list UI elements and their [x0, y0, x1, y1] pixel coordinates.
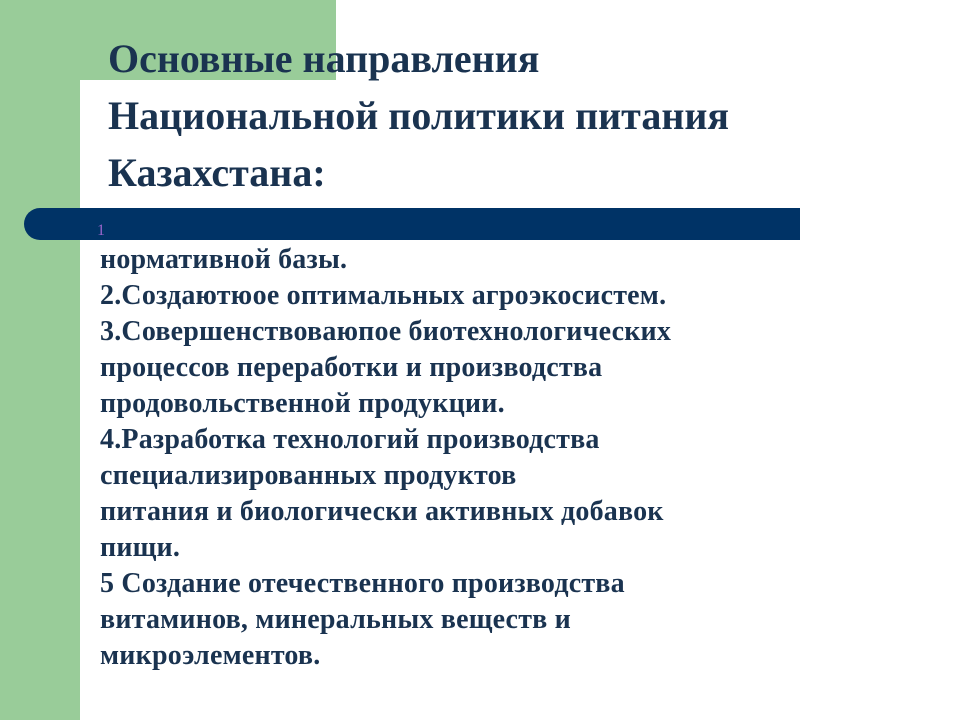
- body-line: питания и биологически активных добавок: [100, 496, 664, 527]
- body-line: 5 Создание отечественного производства: [100, 568, 625, 599]
- body-line: 2.Создаютюое оптимальных агроэкосистем.: [100, 280, 667, 311]
- body-line: нормативной базы.: [100, 244, 348, 275]
- body-line: витаминов, минеральных веществ и: [100, 604, 571, 635]
- body-line: процессов переработки и производства: [100, 352, 603, 383]
- title-line: Национальной политики питания: [108, 93, 730, 138]
- slide-body-text: [100, 242, 940, 674]
- list-marker: 1: [97, 222, 105, 239]
- body-line: специализированных продуктов: [100, 460, 517, 491]
- left-accent-bar: [0, 0, 80, 720]
- title-divider-bar: [24, 208, 800, 240]
- body-line: 3.Совершенствоваюпое биотехнологических: [100, 316, 672, 347]
- body-line: продовольственной продукции.: [100, 388, 505, 419]
- title-line: Казахстана:: [108, 150, 326, 195]
- body-line: пищи.: [100, 532, 181, 563]
- body-line: 4.Разработка технологий производства: [100, 424, 600, 455]
- slide-title: [108, 30, 908, 201]
- title-line: Основные направления: [108, 36, 540, 81]
- body-line: микроэлементов.: [100, 640, 321, 671]
